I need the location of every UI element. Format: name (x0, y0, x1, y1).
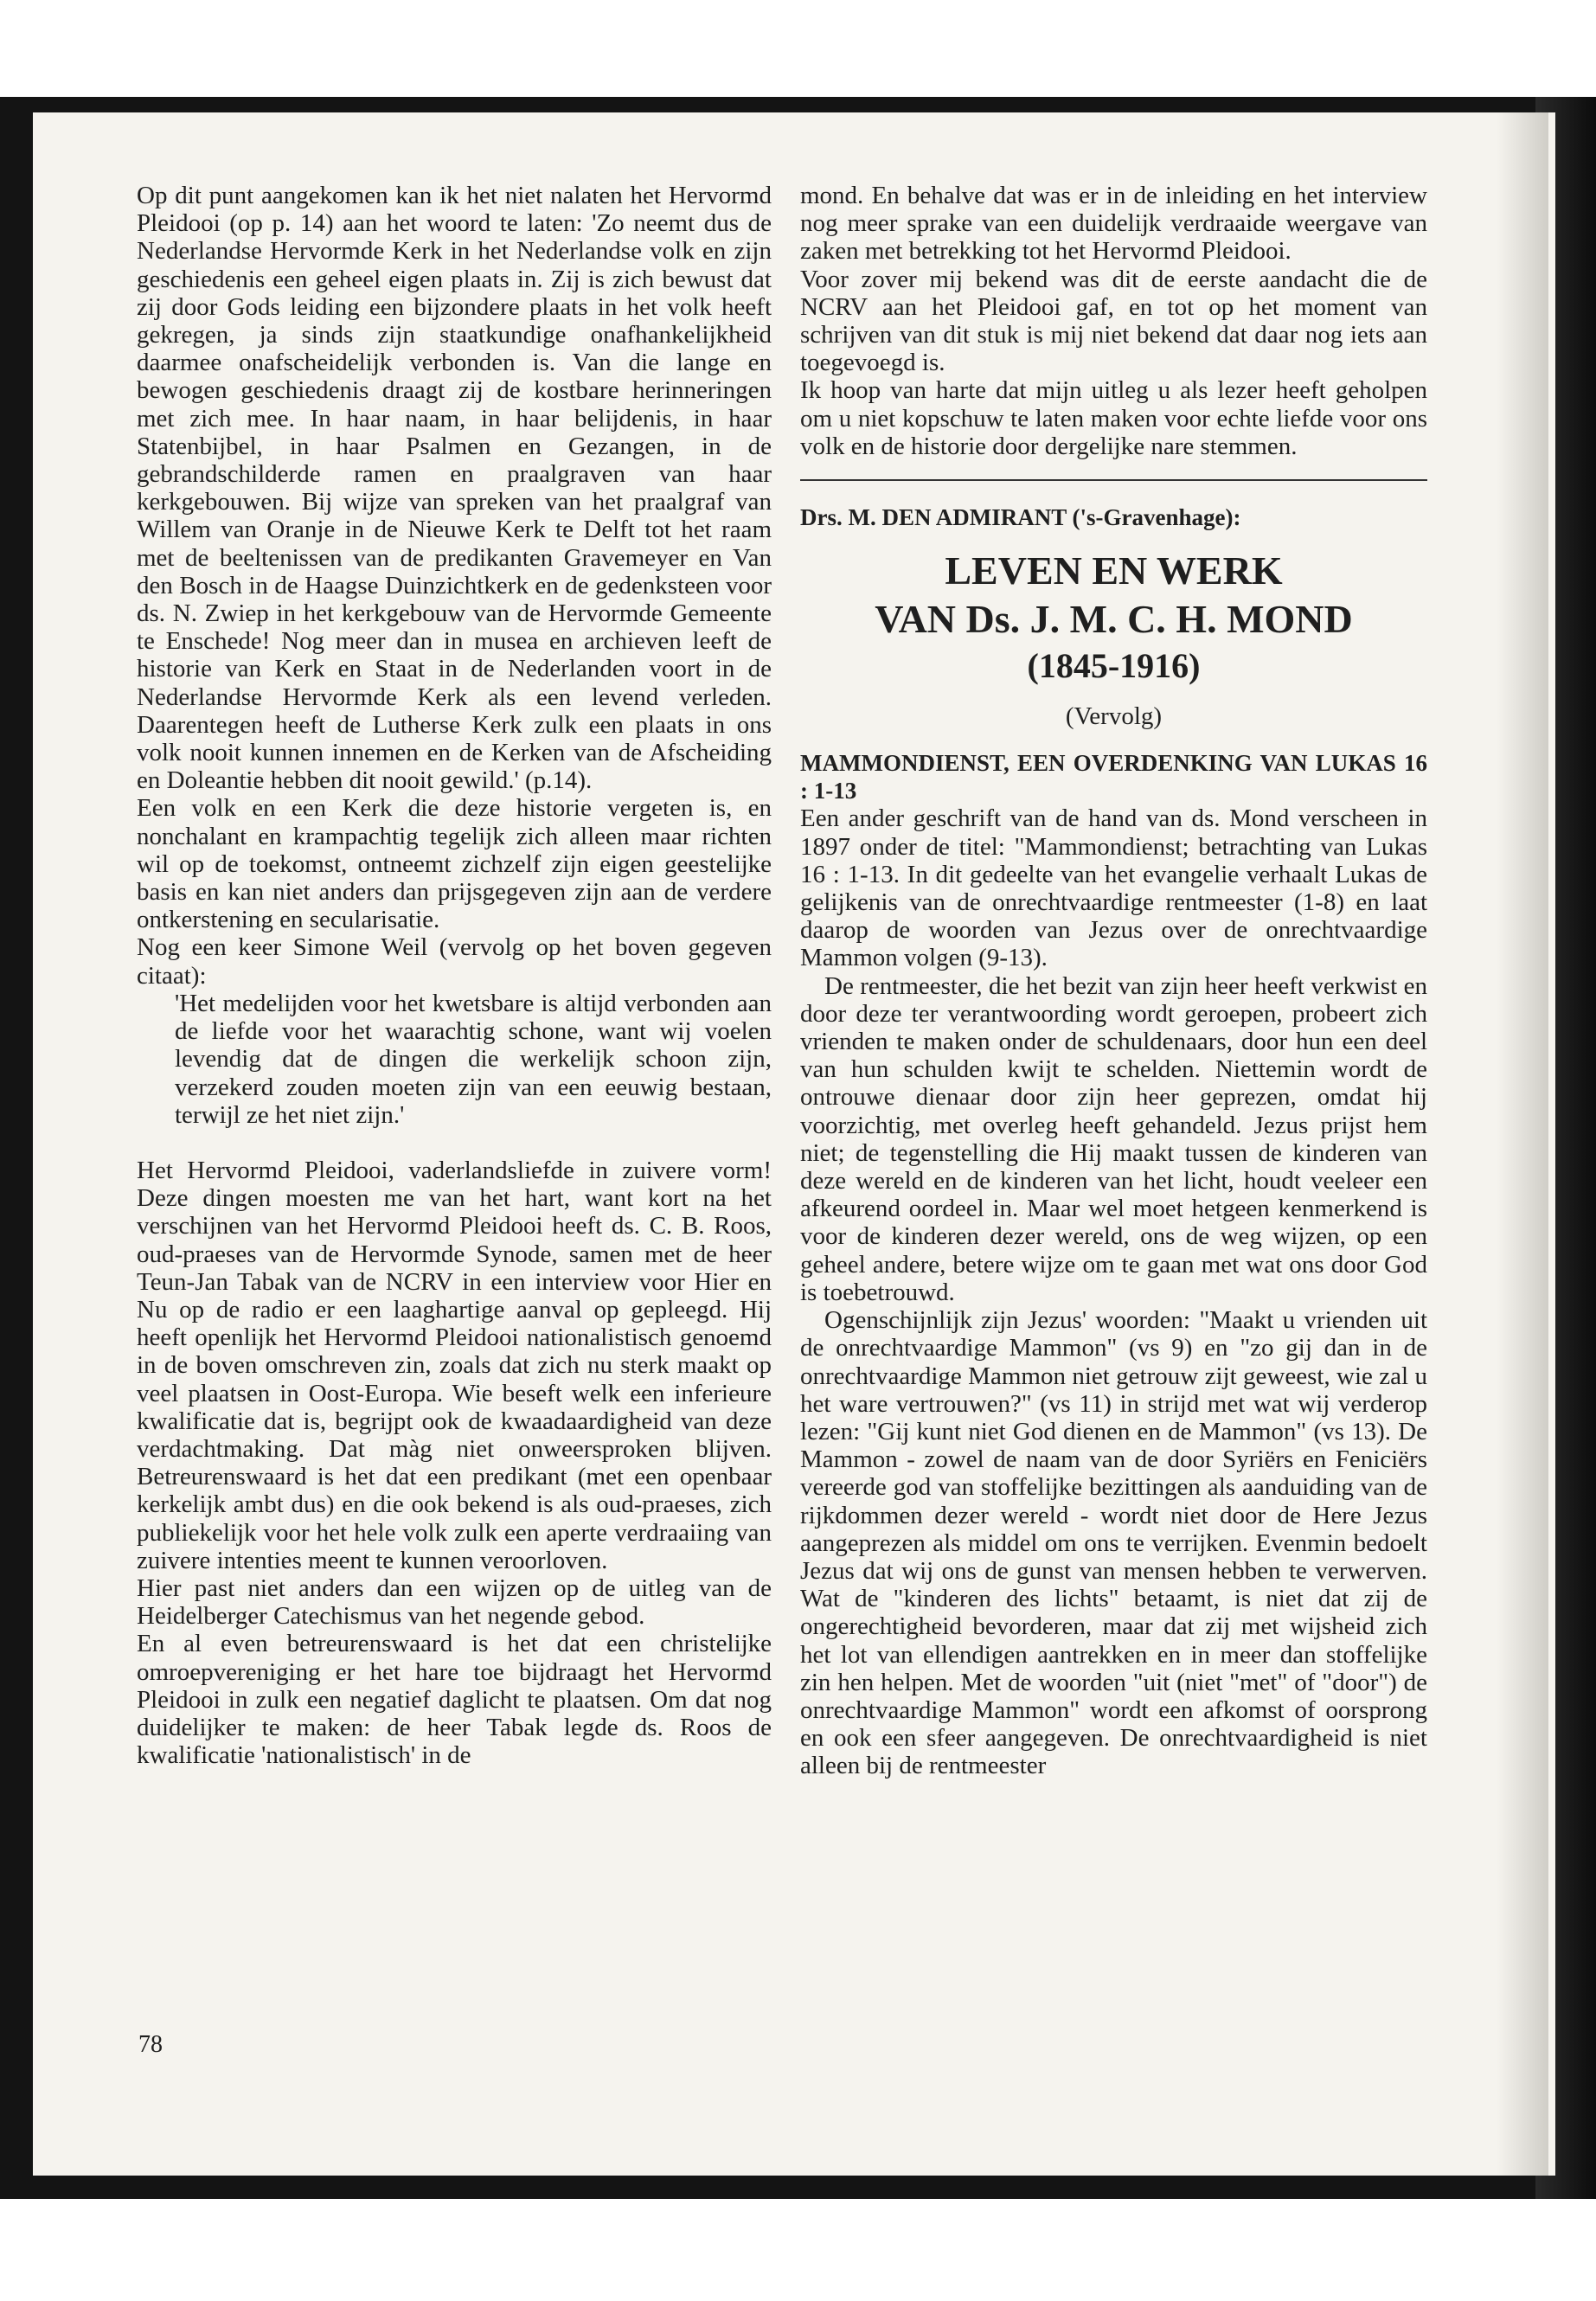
right-intro-paragraph-3: Ik hoop van harte dat mijn uitleg u als lezer heeft geholpen om u niet kopschuw te laten maken voor echte liefde voor ons volk en de historie door dergelijke nare stemmen. (800, 376, 1427, 460)
section-divider (800, 479, 1427, 481)
section-heading: MAMMONDIENST, EEN OVERDENKING VAN LUKAS 16 : 1-13 (800, 750, 1427, 804)
article-subtitle: (Vervolg) (1065, 702, 1163, 731)
left-paragraph-3: Nog een keer Simone Weil (vervolg op het boven gegeven citaat): (137, 933, 772, 990)
article-author: Drs. M. DEN ADMIRANT ('s-Gravenhage): (800, 504, 1241, 531)
right-intro-paragraph-1: mond. En behalve dat was er in de inleiding en het interview nog meer sprake van een duidelijk verdraaide weergave van zaken met betrekking tot het Hervormd Pleidooi. (800, 182, 1427, 266)
right-intro-paragraph-2: Voor zover mij bekend was dit de eerste aandacht die de NCRV aan het Pleidooi gaf, en tot op het moment van schrijven van dit stuk is mij niet bekend dat daar nog iets aan toegevoegd is. (800, 265, 1427, 377)
left-paragraph-2: Een volk en een Kerk die deze historie vergeten is, en nonchalant en krampachtig tegelijk zich alleen maar richten wil op de toekomst, ontneemt zichzelf zijn eigen geestelijke basis en kan niet anders dan prijsgegeven zijn aan de verdere ontkerstening en secularisatie. (137, 794, 772, 934)
left-paragraph-6: Hier past niet anders dan een wijzen op de uitleg van de Heidelberger Catechismus van het negende gebod. (137, 1574, 772, 1631)
left-paragraph-5: Het Hervormd Pleidooi, vaderlandsliefde in zuivere vorm! Deze dingen moesten me van het hart, want kort na het verschijnen van het Hervormd Pleidooi heeft ds. C. B. Roos, oud-praeses van de Hervormde Synode, samen met de heer Teun-Jan Tabak van de NCRV in een interview voor Hier en Nu op de radio er een laaghartige aanval op gepleegd. Hij heeft openlijk het Hervormd Pleidooi nationalistisch genoemd in de boven omschreven zin, zoals dat zich nu sterk maakt op veel plaatsen in Oost-Europa. Wie beseft welk een inferieure kwalificatie dat is, begrijpt ook de kwaadaardigheid van deze verdachtmaking. Dat màg niet onweersproken blijven. Betreurenswaard is het dat een predikant (met een openbaar kerkelijk ambt dus) en die ook bekend is als oud-praeses, zich publiekelijk voor het hele volk zulk een aperte verdraaiing van zuivere intenties meent te kunnen veroorloven. (137, 1156, 772, 1574)
right-column (800, 182, 1427, 1780)
right-body-paragraph-1: Een ander geschrift van de hand van ds. Mond verscheen in 1897 onder de titel: "Mammondienst; betrachting van Lukas 16 : 1-13. In dit gedeelte van het evangelie verhaalt Lukas de gelijkenis van de onrechtvaardige rentmeester (1-8) en laat daarop de woorden van Jezus over de onrechtvaardige Mammon volgen (9-13). (800, 804, 1427, 972)
page-number: 78 (138, 2031, 163, 2058)
left-paragraph-1: Op dit punt aangekomen kan ik het niet nalaten het Hervormd Pleidooi (op p. 14) aan het woord te laten: 'Zo neemt dus de Nederlandse Hervormde Kerk in het Nederlandse volk en zijn geschiedenis een geheel eigen plaats in. Zij is zich bewust dat zij door Gods leiding een bijzondere plaats in het volk heeft gekregen, ja sinds zijn staatkundige onafhankelijkheid daarmee onafscheidelijk verbonden is. Van die lange en bewogen geschiedenis draagt zij de kostbare herinneringen met zich mee. In haar naam, in haar belijdenis, in haar Statenbijbel, in haar Psalmen en Gezangen, in de gebrandschilderde ramen en praalgraven van haar kerkgebouwen. Bij wijze van spreken van het praalgraf van Willem van Oranje in de Nieuwe Kerk te Delft tot het raam met de beeltenissen van de predikanten Gravemeyer en Van den Bosch in de Haagse Duinzichtkerk en de gedenksteen voor ds. N. Zwiep in het kerkgebouw van de Hervormde Gemeente te Enschede! Nog meer dan in musea en archieven leeft de historie van Kerk en Staat in de Nederlanden voort in de Nederlandse Hervormde Kerk als een levend verleden. Daarentegen heeft de Lutherse Kerk zulk een plaats in ons volk nooit kunnen innemen en de Kerken van de Afscheiding en Doleantie hebben dit nooit gewild.' (p.14). (137, 182, 772, 795)
right-body-paragraph-3: Ogenschijnlijk zijn Jezus' woorden: "Maakt u vrienden uit de onrechtvaardige Mammon" (vs 9) en "zo gij dan in de onrechtvaardige Mammon niet getrouw zijt geweest, wie zal u het ware vertrouwen?" (vs 11) in strijd met wat wij verderop lezen: "Gij kunt niet God dienen en de Mammon" (vs 13). De Mammon - zowel de naam van de door Syriërs en Feniciërs vereerde god van stoffelijke bezittingen als aanduiding van de rijkdommen dezer wereld - wordt niet door de Here Jezus aangeprezen als middel om ons te verrijken. Evenmin bedoelt Jezus dat wij ons de gunst van mensen hebben te verwerven. Wat de "kinderen des lichts" betaamt, is niet dat zij de ongerechtigheid bevorderen, maar dat zij met wijsheid zich het lot van ellendigen aantrekken en in meer dan stoffelijke zin hen helpen. Met de woorden "uit (niet "met" of "door") de onrechtvaardige Mammon" wordt een afkomst of oorsprong en ook een sfeer aangegeven. De onrechtvaardigheid is niet alleen bij de rentmeester (800, 1306, 1427, 1780)
page-curl-shadow (1497, 112, 1548, 2176)
article-title-line-2: VAN Ds. J. M. C. H. MOND (875, 597, 1353, 642)
left-paragraph-7: En al even betreurenswaard is het dat een christelijke omroepvereniging er het hare toe bijdraagt het Hervormd Pleidooi in zulk een negatief daglicht te plaatsen. Om dat nog duidelijker te maken: de heer Tabak legde ds. Roos de kwalificatie 'nationalistisch' in de (137, 1630, 772, 1770)
right-body-paragraph-2: De rentmeester, die het bezit van zijn heer heeft verkwist en door deze ter verantwoording wordt geroepen, probeert zich vrienden te maken onder de schuldenaars, door hun een deel van hun schulden kwijt te schelden. Niettemin wordt de ontrouwe dienaar door zijn heer geprezen, omdat hij voorzichtig, met overleg heeft gehandeld. Jezus prijst hem niet; de tegenstelling die Hij maakt tussen de kinderen van deze wereld en de kinderen van het licht, houdt veeleer een afkeurend oordeel in. Maar wel moet hetgeen kenmerkend is voor de kinderen dezer wereld, ons de weg wijzen, op een geheel andere, betere wijze om te gaan met wat ons door God is toebetrouwd. (800, 971, 1427, 1306)
article-title-line-3: (1845-1916) (1027, 646, 1201, 686)
left-column (137, 182, 772, 1769)
article-title-line-1: LEVEN EN WERK (945, 548, 1283, 593)
simone-weil-quote: 'Het medelijden voor het kwetsbare is altijd verbonden aan de liefde voor het waarachtig schone, want wij voelen levendig dat de dingen die werkelijk schoon zijn, verzekerd zouden moeten zijn van een eeuwig bestaan, terwijl ze het niet zijn.' (175, 989, 772, 1129)
